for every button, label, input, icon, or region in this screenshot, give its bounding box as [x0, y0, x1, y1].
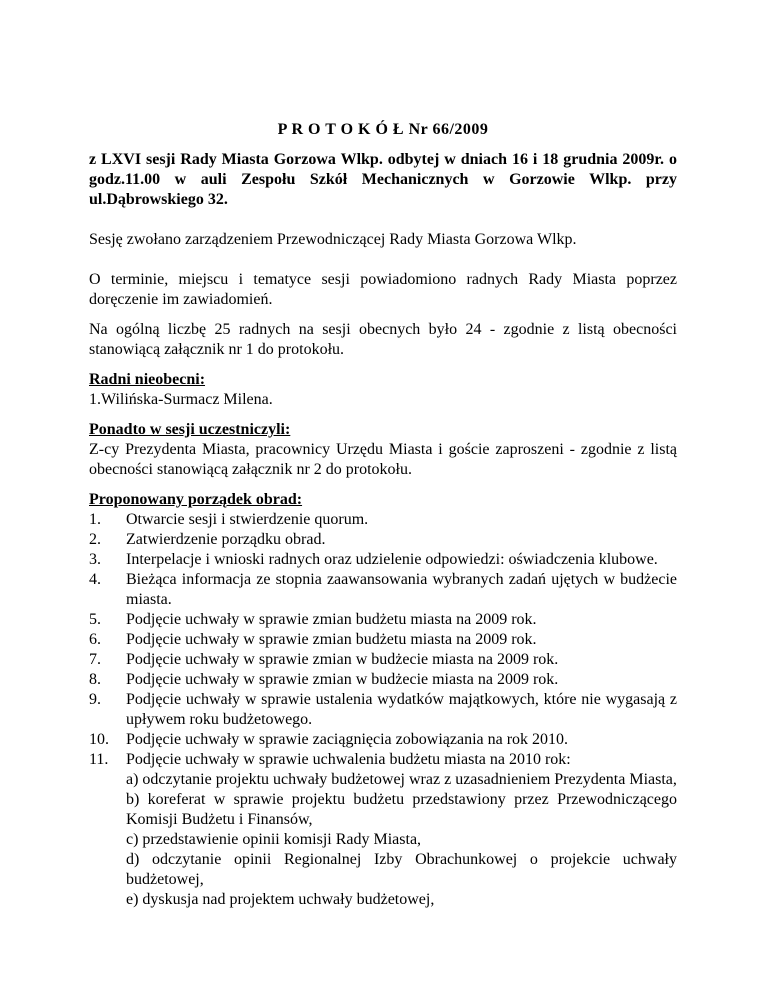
agenda-subitem: d) odczytanie opinii Regionalnej Izby Obrachunkowej o projekcie uchwały budżetowej, [126, 851, 677, 888]
agenda-subitem: b) koreferat w sprawie projektu budżetu przedstawiony przez Przewodniczącego Komisji Budżetu i Finansów, [126, 791, 677, 828]
agenda-item: 10. Podjęcie uchwały w sprawie zaciągnięcia zobowiązania na rok 2010. [89, 731, 569, 748]
agenda-item: 8. Podjęcie uchwały w sprawie zmian w budżecie miasta na 2009 rok. [89, 671, 559, 688]
session-intro: z LXVI sesji Rady Miasta Gorzowa Wlkp. odbytej w dniach 16 i 18 grudnia 2009r. o godz.11.00 w auli Zespołu Szkół Mechanicznych w Gorzowie Wlkp. przy ul.Dąbrowskiego 32. [89, 151, 677, 208]
paragraph-convened: Sesję zwołano zarządzeniem Przewodniczącej Rady Miasta Gorzowa Wlkp. [89, 231, 577, 248]
agenda-subitem: e) dyskusja nad projektem uchwały budżetowej, [126, 891, 435, 908]
agenda-item: 11. Podjęcie uchwały w sprawie uchwalenia budżetu miasta na 2010 rok: a) odczytanie projektu uchwały budżetowej wraz z uzasadnieniem Prezydenta Miasta, b) koreferat w sprawie projektu budżetu przedstawiony przez Przewodniczącego Komisji Budżetu i Finansów, c) przedstawienie opinii komisji Rady Miasta, d) odczytanie opinii Regionalnej Izby Obrachunkowej o projekcie uchwały budżetowej, e) dyskusja nad projektem uchwały budżetowej, [89, 751, 677, 908]
agenda-subitem: c) przedstawienie opinii komisji Rady Miasta, [126, 831, 422, 848]
absent-heading: Radni nieobecni: [89, 371, 206, 388]
agenda-item: 9. Podjęcie uchwały w sprawie ustalenia wydatków majątkowych, które nie wygasają z upływem roku budżetowego. [89, 691, 677, 728]
attended-heading: Ponadto w sesji uczestniczyli: [89, 421, 291, 438]
agenda-item: 2. Zatwierdzenie porządku obrad. [89, 531, 326, 548]
agenda-item: 7. Podjęcie uchwały w sprawie zmian w budżecie miasta na 2009 rok. [89, 651, 559, 668]
agenda-subitem: a) odczytanie projektu uchwały budżetowej wraz z uzasadnieniem Prezydenta Miasta, [126, 771, 677, 788]
agenda-item: 5. Podjęcie uchwały w sprawie zmian budżetu miasta na 2009 rok. [89, 611, 537, 628]
agenda-section [89, 490, 677, 910]
attended-text: Z-cy Prezydenta Miasta, pracownicy Urzędu Miasta i goście zaproszeni - zgodnie z listą obecności stanowiącą załącznik nr 2 do protokołu. [89, 441, 677, 478]
agenda-list [89, 510, 677, 910]
agenda-item: 3. Interpelacje i wnioski radnych oraz udzielenie odpowiedzi: oświadczenia klubowe. [89, 551, 658, 568]
paragraph-notification: O terminie, miejscu i tematyce sesji powiadomiono radnych Rady Miasta poprzez doręczenie im zawiadomień. [89, 271, 677, 308]
absent-section [89, 370, 677, 410]
paragraph-attendance: Na ogólną liczbę 25 radnych na sesji obecnych było 24 - zgodnie z listą obecności stanowiącą załącznik nr 1 do protokołu. [89, 321, 677, 358]
attended-section [89, 420, 677, 480]
agenda-item: 6. Podjęcie uchwały w sprawie zmian budżetu miasta na 2009 rok. [89, 631, 537, 648]
agenda-item: 4. Bieżąca informacja ze stopnia zaawansowania wybranych zadań ujętych w budżecie miasta. [89, 571, 677, 608]
agenda-heading: Proponowany porządek obrad: [89, 491, 303, 508]
agenda-item: 1. Otwarcie sesji i stwierdzenie quorum. [89, 511, 369, 528]
document-title: P R O T O K Ó Ł Nr 66/2009 [277, 121, 489, 138]
absent-text: 1.Wilińska-Surmacz Milena. [89, 391, 273, 408]
